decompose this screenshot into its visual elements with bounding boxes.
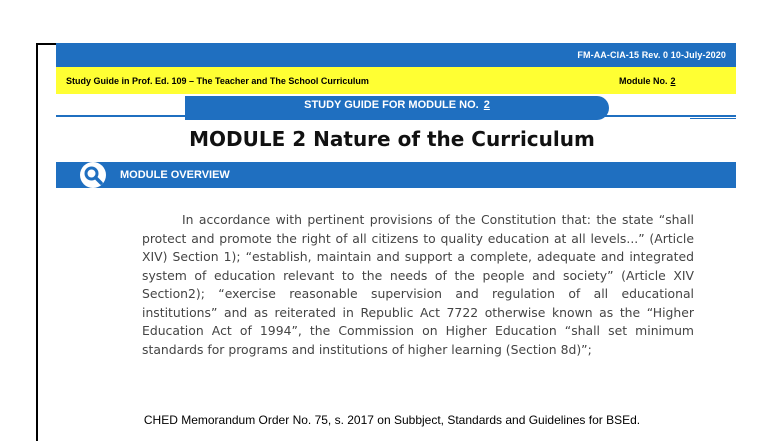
form-code: FM-AA-CIA-15 Rev. 0 10-July-2020 <box>577 50 726 60</box>
course-header-bar <box>56 67 736 94</box>
divider-line-right <box>690 118 736 119</box>
module-number: 2 <box>670 76 676 86</box>
magnifier-icon <box>78 162 108 188</box>
course-title: Study Guide in Prof. Ed. 109 – The Teacher and The School Curriculum <box>66 76 369 86</box>
border-left <box>36 43 38 441</box>
page-title: MODULE 2 Nature of the Curriculum <box>189 127 595 151</box>
module-overview-heading: MODULE OVERVIEW <box>120 169 230 181</box>
form-header-bar <box>56 43 736 67</box>
module-label-text: Module No. <box>619 76 668 86</box>
module-number-label <box>619 76 676 86</box>
reference-citation: CHED Memorandum Order No. 75, s. 2017 on Subbject, Standards and Guidelines for BSEd. <box>143 413 641 427</box>
study-guide-number: 2 <box>483 99 490 111</box>
study-guide-label: STUDY GUIDE FOR MODULE NO. <box>304 99 479 111</box>
border-corner-top <box>36 43 56 45</box>
overview-paragraph <box>142 211 694 359</box>
overview-paragraph-text: In accordance with pertinent provisions of the Constitution that: the state “shall protect and promote the right of all citizens to quality education at all levels...” (Article XIV) Section 1); “establish, maintain and support a complete, adequate and integrated system of education relevant to the needs of the people and society” (Article XIV Section2); “exercise reasonable supervision and regulation of all educational institutions” and as reiterated in Republic Act 7722 otherwise known as the “Higher Education Act of 1994”, the Commission on Higher Education “shall set minimum standards for programs and institutions of higher learning (Section 8d)”; <box>142 212 694 357</box>
study-guide-banner <box>185 96 609 120</box>
